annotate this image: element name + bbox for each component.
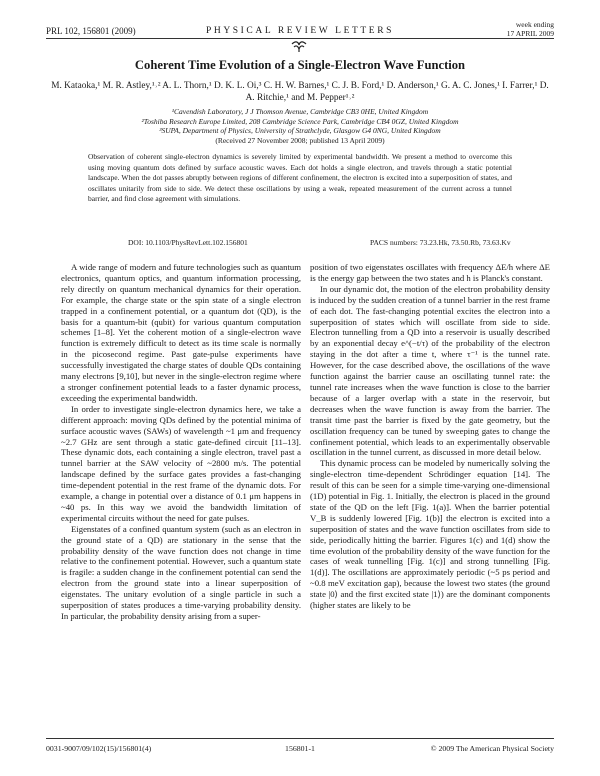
paragraph: This dynamic process can be modeled by numerically solving the single-electron time-dependent Schrödinger equation [14]. The result of this can be seen for a simple time-varying one-dimensional (1D) potential in Fig. 1. Initially, the electron is placed in the ground state of the QD on the left [Fig. 1(a)]. When the barrier potential V_B is suddenly lowered [Fig. 1(b)] the electron is excited into a superposition of states and the wave function oscillates from side to side, periodically hitting the barrier. Figures 1(c) and 1(d) show the time evolution of the probability density of the wave function for the cases of weak tunnelling [Fig. 1(c)] and strong tunnelling [Fig. 1(d)]. The oscillations are approximately periodic (~5 ps period and ~0.8 meV excitation gap), because the lowest two states (the ground state |0⟩ and the first excited state |1⟩) are the dominant components (higher states are likely to be xyxy=(310,458,550,611)
paragraph: In order to investigate single-electron dynamics here, we take a different approach: moving QDs defined by the potential minima of surface acoustic waves (SAWs) of wavelength ~1 μm and frequency ~2.7 GHz are sent through a static gate-defined circuit [11–13]. These dynamic dots, each containing a single electron, travel past a tunnel barrier at the SAW velocity of ~2800 m/s. The potential landscape defined by the surface gates provides a fast-changing time-dependent potential in the rest frame of the dynamic dots. For example, a change in potential over a distance of 0.1 μm happens in ~40 ps. In this way we avoid the bandwidth limitation of experimental circuits without the need for gate pulses. xyxy=(61,403,301,523)
pacs-numbers: PACS numbers: 73.23.Hk, 73.50.Rb, 73.63.Kv xyxy=(370,238,511,247)
author-list: M. Kataoka,¹ M. R. Astley,¹˒² A. L. Thorn,¹ D. K. L. Oi,³ C. H. W. Barnes,¹ C. J. B. Ford,¹ D. Anderson,¹ G. A. C. Jones,¹ I. Farrer,¹ D. A. Ritchie,¹ and M. Pepper¹˒² xyxy=(51,81,549,103)
paragraph: A wide range of modern and future technologies such as quantum electronics, quantum optics, and quantum information processing, rely directly on quantum mechanical dynamics for their operation. For example, the charge state or the spin state of a single electron trapped in a confinement potential, or a quantum dot (QD), is the basis for a quantum-bit (qubit) for various quantum computation schemes [1–8]. Yet the coherent motion of a single-electron wave function is extremely difficult to detect as its time scale is normally in the picosecond regime. Past gate-pulse experiments have successfully investigated the charge states of double QDs containing many electrons [9,10], but never in the single-electron regime where a stronger confinement potential leads to a faster dynamic process, exceeding the experimental bandwidth. xyxy=(61,262,301,403)
week-ending-label: week ending xyxy=(515,20,554,29)
copyright: © 2009 The American Physical Society xyxy=(430,744,554,753)
paper-title: Coherent Time Evolution of a Single-Electron Wave Function xyxy=(134,58,466,72)
abstract: Observation of coherent single-electron dynamics is severely limited by experimental bandwidth. We present a method to overcome this using moving quantum dots defined by surface acoustic waves. Each dot holds a single electron, and travels through a static potential landscape. When the dot passes abruptly between regions of different confinement, the electron is excited into a superposition of states, and oscillates unitarily from side to side. We detect these oscillations by using a weak, repeated measurement of the current across a tunnel barrier, and find close agreement with simulations. xyxy=(88,152,512,203)
header-rule xyxy=(46,38,554,39)
journal-name: PHYSICAL REVIEW LETTERS xyxy=(205,26,395,36)
received-dates: (Received 27 November 2008; published 13 April 2009) xyxy=(215,136,385,145)
affiliation-3: ³SUPA, Department of Physics, University of Strathclyde, Glasgow G4 0NG, United Kingdom xyxy=(159,126,441,136)
page-number: 156801-1 xyxy=(285,744,315,753)
paragraph: In our dynamic dot, the motion of the electron probability density is induced by the sudden creation of a tunnel barrier in the rest frame of each dot. The fast-changing potential excites the electron into a superposition of states which will oscillate from side to side. Electron tunnelling from a QD into a reservoir is usually described by an exponential decay e^(−t/τ) of the probability of the electron staying in the dot after a time t, where τ⁻¹ is the tunnel rate. However, for the case described above, the oscillations of the wave function against the barrier cause an oscillating tunnel rate: the tunnel rate increases when the wave function is close to the barrier because of a larger overlap with a state in the reservoir, but decreases when the wave function is away from the barrier. The transit time past the barrier is fixed by the gate geometry, but the oscillation frequency can be tuned by sweeping gates to change the confinement potential, which leads to an experimentally observable oscillation in the tunnel current, as discussed in more detail below. xyxy=(310,283,550,458)
affiliation-2: ²Toshiba Research Europe Limited, 208 Cambridge Science Park, Cambridge CB4 0GZ, United Kingdom xyxy=(141,116,459,126)
aps-logo-icon xyxy=(290,41,308,53)
footer-code: 0031-9007/09/102(15)/156801(4) xyxy=(46,744,152,753)
paragraph: position of two eigenstates oscillates with frequency ΔE/h where ΔE is the energy gap between the two states and h is Planck's constant. xyxy=(310,262,550,283)
paragraph: Eigenstates of a confined quantum system (such as an electron in the ground state of a QD) are stationary in the sense that the probability density of the wave function does not change in time relative to the confinement potential. However, such a quantum state is fragile: a sudden change in the confinement potential can send the electron from the ground state into a linear superposition of eigenstates. The unitary evolution of a single particle in such a superposition of states produces a time-varying probability density. In particular, the probability density arising from a super- xyxy=(61,523,301,621)
doi-link[interactable]: DOI: 10.1103/PhysRevLett.102.156801 xyxy=(128,238,248,247)
issue-date xyxy=(507,20,554,38)
body-right-column xyxy=(310,262,550,611)
body-left-column xyxy=(61,262,301,622)
issue-date-value: 17 APRIL 2009 xyxy=(506,29,554,38)
affiliations xyxy=(46,107,554,136)
journal-citation: PRL 102, 156801 (2009) xyxy=(46,26,136,36)
affiliation-1: ¹Cavendish Laboratory, J J Thomson Avenue, Cambridge CB3 0HE, United Kingdom xyxy=(171,107,429,116)
footer-rule xyxy=(46,738,554,739)
